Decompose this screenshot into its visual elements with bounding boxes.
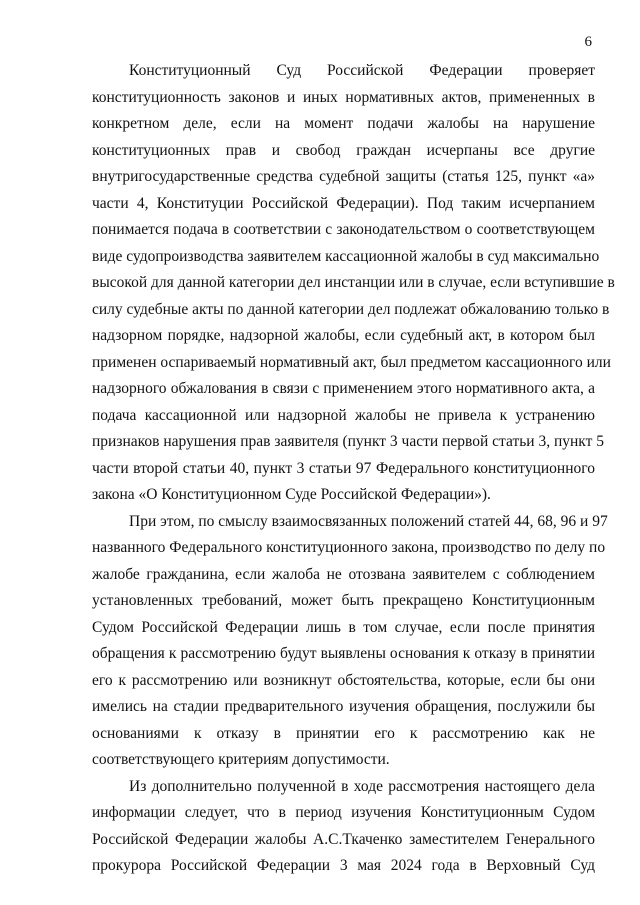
paragraph-line: Конституционный Суд Российской Федерации проверяет bbox=[129, 62, 595, 79]
paragraph-line: Из дополнительно полученной в ходе рассмотрения настоящего дела bbox=[129, 777, 595, 795]
paragraph-line: прокурора Российской Федерации 3 мая 2024 года в Верховный Суд bbox=[92, 857, 595, 874]
paragraph-2 bbox=[92, 509, 608, 774]
paragraph-line: его к рассмотрению или возникнут обстоятельства, которые, если бы они bbox=[92, 671, 595, 689]
paragraph-line: установленных требований, может быть прекращено Конституционным bbox=[92, 592, 595, 609]
paragraph-line: основаниями к отказу в принятии его к рассмотрению как не bbox=[92, 724, 595, 742]
paragraph-line: признаков нарушения прав заявителя (пункт 3 части первой статьи 3, пункт 5 bbox=[92, 433, 605, 450]
paragraph-line: обращения к рассмотрению будут выявлены основания к отказу в принятии bbox=[92, 645, 595, 662]
paragraph-line: применен оспариваемый нормативный акт, был предметом кассационного или bbox=[92, 353, 611, 371]
paragraph-line: виде судопроизводства заявителем кассационной жалобы в суд максимально bbox=[92, 247, 600, 265]
paragraph-line: соответствующего критериям допустимости. bbox=[92, 751, 390, 768]
paragraph-line: Российской Федерации жалобы А.С.Ткаченко заместителем Генерального bbox=[92, 830, 595, 848]
paragraph-line: надзорном порядке, надзорной жалобы, если судебный акт, в котором был bbox=[92, 327, 595, 344]
paragraph-line: Судом Российской Федерации лишь в том случае, если после принятия bbox=[92, 618, 595, 636]
paragraph-line: имелись на стадии предварительного изучения обращения, послужили бы bbox=[92, 698, 595, 715]
paragraph-line: конкретном деле, если на момент подачи жалобы на нарушение bbox=[92, 115, 595, 132]
paragraph-line: части второй статьи 40, пункт 3 статьи 97 Федерального конституционного bbox=[92, 459, 595, 477]
paragraph-line: высокой для данной категории дел инстанции или в случае, если вступившие в bbox=[92, 274, 615, 291]
paragraph-line: закона «О Конституционном Суде Российской Федерации»). bbox=[92, 486, 491, 503]
paragraph-line: названного Федерального конституционного закона, производство по делу по bbox=[92, 539, 606, 556]
paragraph-line: При этом, по смыслу взаимосвязанных положений статей 44, 68, 96 и 97 bbox=[129, 512, 608, 530]
paragraph-line: части 4, Конституции Российской Федерации). Под таким исчерпанием bbox=[92, 194, 595, 212]
paragraph-line: конституционных прав и свобод граждан исчерпаны все другие bbox=[92, 141, 595, 159]
paragraph-line: подача кассационной или надзорной жалобы не привела к устранению bbox=[92, 406, 595, 424]
paragraph-line: внутригосударственные средства судебной защиты (статья 125, пункт «а» bbox=[92, 168, 595, 185]
page-number: 6 bbox=[584, 34, 592, 50]
paragraph-line: понимается подача в соответствии с законодательством о соответствующем bbox=[92, 221, 595, 238]
paragraph-line: конституционность законов и иных нормативных актов, примененных в bbox=[92, 88, 595, 106]
document-body bbox=[92, 58, 615, 880]
paragraph-3 bbox=[92, 774, 595, 880]
paragraph-line: информации следует, что в период изучения Конституционным Судом bbox=[92, 804, 595, 821]
paragraph-line: жалобе гражданина, если жалоба не отозвана заявителем с соблюдением bbox=[92, 565, 595, 583]
paragraph-line: надзорного обжалования в связи с применением этого нормативного акта, а bbox=[92, 380, 595, 397]
paragraph-line: силу судебные акты по данной категории дел подлежат обжалованию только в bbox=[92, 300, 610, 318]
paragraph-1 bbox=[92, 58, 615, 509]
